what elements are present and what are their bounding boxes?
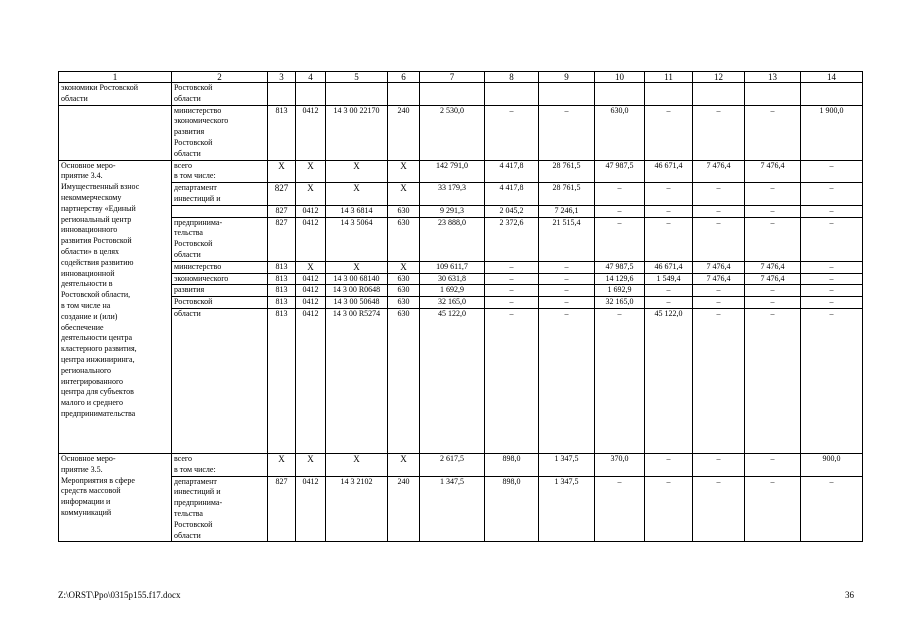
value-cell: Х [296, 453, 326, 476]
value-cell: – [693, 308, 745, 453]
value-cell: Х [388, 453, 420, 476]
value-cell: – [485, 261, 539, 273]
value-cell: 47 987,5 [595, 160, 645, 183]
table-row [59, 217, 863, 261]
value-cell: – [745, 476, 801, 542]
value-cell: – [745, 308, 801, 453]
value-cell: – [801, 297, 863, 309]
table-row [59, 476, 863, 542]
value-cell: 813 [268, 261, 296, 273]
value-cell: – [539, 273, 595, 285]
header-cell: 10 [595, 72, 645, 83]
header-cell: 12 [693, 72, 745, 83]
value-cell: – [645, 217, 693, 261]
header-cell: 5 [326, 72, 388, 83]
table-row [59, 183, 863, 206]
value-cell: 240 [388, 105, 420, 160]
value-cell: 0412 [296, 105, 326, 160]
value-cell: – [485, 308, 539, 453]
table-row [59, 273, 863, 285]
header-row [59, 72, 863, 83]
value-cell: – [801, 308, 863, 453]
value-cell: – [645, 285, 693, 297]
value-cell: – [801, 285, 863, 297]
value-cell: 23 888,0 [420, 217, 485, 261]
value-cell: – [485, 297, 539, 309]
executor-cell: Ростовской области [172, 83, 268, 106]
value-cell: 45 122,0 [645, 308, 693, 453]
value-cell: 14 129,6 [595, 273, 645, 285]
value-cell: 14 3 00 R0648 [326, 285, 388, 297]
value-cell: 898,0 [485, 476, 539, 542]
value-cell: 14 3 00 50648 [326, 297, 388, 309]
value-cell: Х [268, 160, 296, 183]
value-cell: Х [296, 261, 326, 273]
header-cell: 6 [388, 72, 420, 83]
value-cell: 21 515,4 [539, 217, 595, 261]
value-cell: 1 692,9 [420, 285, 485, 297]
value-cell: 1 347,5 [420, 476, 485, 542]
budget-table-sheet [58, 71, 862, 542]
value-cell: 30 631,8 [420, 273, 485, 285]
executor-cell: департамент инвестиций и [172, 183, 268, 206]
table-row [59, 453, 863, 476]
value-cell: Х [326, 453, 388, 476]
value-cell: 630 [388, 285, 420, 297]
header-cell: 2 [172, 72, 268, 83]
value-cell: 7 476,4 [693, 160, 745, 183]
value-cell: 630 [388, 273, 420, 285]
executor-cell: всего в том числе: [172, 453, 268, 476]
value-cell: 0412 [296, 273, 326, 285]
executor-cell: всего в том числе: [172, 160, 268, 183]
value-cell: 28 761,5 [539, 160, 595, 183]
event-3-4-cell: Основное меро- приятие 3.4. Имущественный взнос некоммерческому партнерству «Единый региональный центр инновационного развития Ростовской области» в целях содействия развитию инновационной деятельности в Ростовской области, в том числе на создание и (или) обеспечение деятельности центра кластерного развития, центра инжиниринга, регионального интегрированного центра для субъектов малого и среднего предпринимательства [59, 160, 172, 453]
value-cell: – [693, 105, 745, 160]
value-cell: 7 476,4 [693, 261, 745, 273]
value-cell: 813 [268, 297, 296, 309]
value-cell: 0412 [296, 297, 326, 309]
value-cell: – [693, 183, 745, 206]
value-cell: – [801, 217, 863, 261]
value-cell: 14 3 2102 [326, 476, 388, 542]
value-cell: – [645, 183, 693, 206]
value-cell: – [801, 273, 863, 285]
value-cell: – [745, 285, 801, 297]
value-cell: 7 476,4 [745, 160, 801, 183]
value-cell: 2 372,6 [485, 217, 539, 261]
value-cell: 898,0 [485, 453, 539, 476]
executor-cell: министерство экономического развития Ростовской области [172, 105, 268, 160]
table-row [59, 83, 863, 106]
value-cell: Х [388, 160, 420, 183]
value-cell: 630 [388, 297, 420, 309]
value-cell: – [693, 205, 745, 217]
event-3-5-cell: Основное меро- приятие 3.5. Мероприятия в сфере средств массовой информации и коммуникаций [59, 453, 172, 541]
value-cell: 4 417,8 [485, 160, 539, 183]
value-cell: Х [296, 183, 326, 206]
value-cell: 827 [268, 476, 296, 542]
value-cell: 32 165,0 [420, 297, 485, 309]
value-cell: 0412 [296, 217, 326, 261]
header-cell: 7 [420, 72, 485, 83]
table-row [59, 160, 863, 183]
value-cell: – [745, 453, 801, 476]
value-cell: 1 692,9 [595, 285, 645, 297]
value-cell: 813 [268, 105, 296, 160]
value-cell: – [539, 308, 595, 453]
header-cell: 9 [539, 72, 595, 83]
event-cell: экономики Ростовской области [59, 83, 172, 106]
value-cell: 1 347,5 [539, 476, 595, 542]
value-cell: – [801, 183, 863, 206]
executor-cell: развития [172, 285, 268, 297]
value-cell: 813 [268, 308, 296, 453]
value-cell: – [745, 297, 801, 309]
value-cell: 813 [268, 273, 296, 285]
value-cell: 630 [388, 217, 420, 261]
value-cell: 630 [388, 205, 420, 217]
value-cell: 14 3 00 68140 [326, 273, 388, 285]
value-cell: 827 [268, 217, 296, 261]
value-cell: – [745, 217, 801, 261]
executor-cell: Ростовской [172, 297, 268, 309]
value-cell: 240 [388, 476, 420, 542]
executor-cell: области [172, 308, 268, 453]
value-cell: Х [326, 261, 388, 273]
value-cell: 14 3 5064 [326, 217, 388, 261]
executor-cell: предпринима- тельства Ростовской области [172, 217, 268, 261]
value-cell: 28 761,5 [539, 183, 595, 206]
table-row [59, 205, 863, 217]
value-cell: 2 530,0 [420, 105, 485, 160]
value-cell: – [485, 105, 539, 160]
value-cell: 33 179,3 [420, 183, 485, 206]
value-cell: – [645, 453, 693, 476]
value-cell: 46 671,4 [645, 261, 693, 273]
value-cell: 14 3 00 22170 [326, 105, 388, 160]
value-cell: – [645, 476, 693, 542]
table-row [59, 308, 863, 453]
header-cell: 1 [59, 72, 172, 83]
value-cell: 630,0 [595, 105, 645, 160]
value-cell: 46 671,4 [645, 160, 693, 183]
header-cell: 14 [801, 72, 863, 83]
value-cell: – [485, 273, 539, 285]
value-cell: 7 476,4 [693, 273, 745, 285]
table-row [59, 261, 863, 273]
value-cell: 370,0 [595, 453, 645, 476]
value-cell: – [801, 160, 863, 183]
value-cell: 9 291,3 [420, 205, 485, 217]
value-cell: 14 3 00 R5274 [326, 308, 388, 453]
value-cell: – [645, 105, 693, 160]
value-cell: – [539, 261, 595, 273]
value-cell: 827 [268, 205, 296, 217]
footer-page-number: 36 [845, 590, 854, 600]
value-cell: – [539, 285, 595, 297]
value-cell: 32 165,0 [595, 297, 645, 309]
value-cell: – [645, 205, 693, 217]
value-cell: – [745, 183, 801, 206]
value-cell: – [693, 217, 745, 261]
value-cell: 0412 [296, 308, 326, 453]
value-cell: – [485, 285, 539, 297]
header-cell: 8 [485, 72, 539, 83]
executor-cell [172, 205, 268, 217]
value-cell: 7 246,1 [539, 205, 595, 217]
value-cell: 7 476,4 [745, 261, 801, 273]
value-cell: 45 122,0 [420, 308, 485, 453]
value-cell: – [693, 476, 745, 542]
value-cell: 827 [268, 183, 296, 206]
value-cell: – [693, 297, 745, 309]
value-cell: – [693, 453, 745, 476]
value-cell: Х [326, 183, 388, 206]
value-cell: – [595, 308, 645, 453]
value-cell: – [693, 285, 745, 297]
header-cell: 11 [645, 72, 693, 83]
value-cell: 4 417,8 [485, 183, 539, 206]
footer-file-path: Z:\ORST\Ppo\0315p155.f17.docx [58, 590, 181, 600]
value-cell: 0412 [296, 205, 326, 217]
value-cell: Х [388, 183, 420, 206]
table-row [59, 297, 863, 309]
value-cell: Х [296, 160, 326, 183]
value-cell: Х [326, 160, 388, 183]
value-cell: – [801, 476, 863, 542]
value-cell: 2 045,2 [485, 205, 539, 217]
header-cell: 4 [296, 72, 326, 83]
value-cell: – [595, 217, 645, 261]
value-cell: 900,0 [801, 453, 863, 476]
value-cell: 1 900,0 [801, 105, 863, 160]
value-cell: 630 [388, 308, 420, 453]
executor-cell: экономического [172, 273, 268, 285]
value-cell: 109 611,7 [420, 261, 485, 273]
value-cell: 2 617,5 [420, 453, 485, 476]
value-cell: Х [268, 453, 296, 476]
value-cell: – [595, 183, 645, 206]
executor-cell: министерство [172, 261, 268, 273]
value-cell: 0412 [296, 476, 326, 542]
value-cell: – [539, 105, 595, 160]
value-cell: – [745, 205, 801, 217]
value-cell: 0412 [296, 285, 326, 297]
budget-table [58, 71, 863, 542]
value-cell: 7 476,4 [745, 273, 801, 285]
value-cell: 14 3 6814 [326, 205, 388, 217]
value-cell: – [745, 105, 801, 160]
table-row [59, 105, 863, 160]
value-cell: 47 987,5 [595, 261, 645, 273]
value-cell: – [539, 297, 595, 309]
header-cell: 3 [268, 72, 296, 83]
value-cell: 1 549,4 [645, 273, 693, 285]
value-cell: – [801, 261, 863, 273]
header-cell: 13 [745, 72, 801, 83]
table-row [59, 285, 863, 297]
value-cell: – [595, 476, 645, 542]
value-cell: 142 791,0 [420, 160, 485, 183]
executor-cell: департамент инвестиций и предпринима- тельства Ростовской области [172, 476, 268, 542]
value-cell: Х [388, 261, 420, 273]
value-cell: 813 [268, 285, 296, 297]
value-cell: 1 347,5 [539, 453, 595, 476]
value-cell: – [595, 205, 645, 217]
value-cell: – [645, 297, 693, 309]
value-cell: – [801, 205, 863, 217]
